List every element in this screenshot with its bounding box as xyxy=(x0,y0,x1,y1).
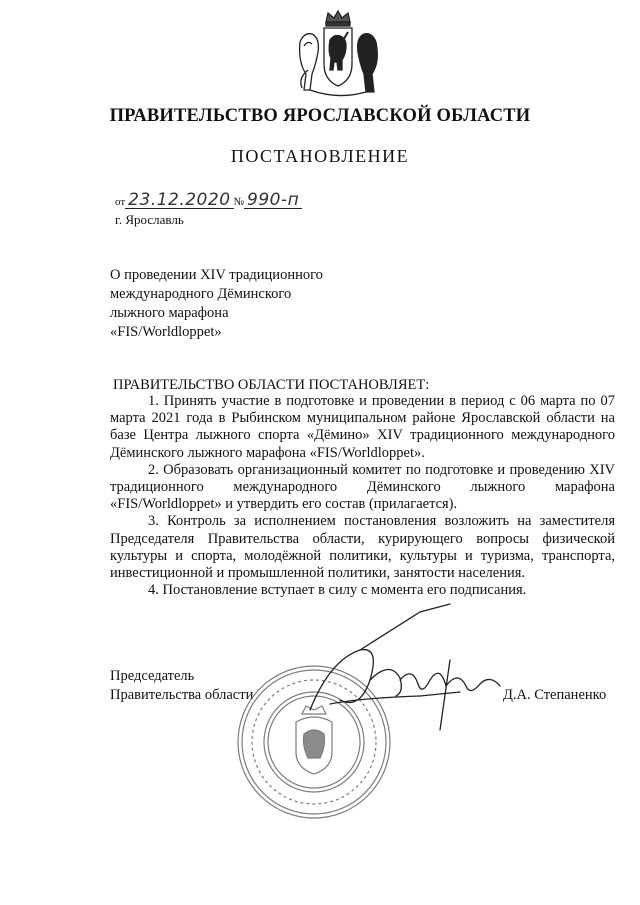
subject-line: «FIS/Worldloppet» xyxy=(110,324,222,340)
coat-of-arms-emblem xyxy=(290,8,386,100)
signer-name: Д.А. Степаненко xyxy=(503,687,607,703)
subject-line: лыжного марафона xyxy=(110,305,229,321)
city: г. Ярославль xyxy=(115,212,184,227)
decree-item: 1. Принять участие в подготовке и проведении в период с 06 марта по 07 марта 2021 года в Рыбинском муниципальном районе Ярославской области на базе Центра лыжного спорта «Дёмино» XIV традиционного международного Дёминского лыжного марафона «FIS/Worldloppet». xyxy=(110,393,615,461)
signer-title xyxy=(110,667,253,705)
document-subject xyxy=(110,266,410,342)
signer-title-line: Председатель xyxy=(110,668,195,684)
signer-title-line: Правительства области xyxy=(110,687,254,703)
document-date: 23.12.2020 xyxy=(125,192,233,209)
decree-body xyxy=(110,393,615,599)
organization-title: ПРАВИТЕЛЬСТВО ЯРОСЛАВСКОЙ ОБЛАСТИ xyxy=(109,106,531,126)
decree-item: 3. Контроль за исполнением постановления возложить на заместителя Председателя Правительства области, курирующего вопросы физической культуры и спорта, молодёжной политики, культуры и туризма, транспорта, инвестиционной и промышленной политики, занятости населения. xyxy=(110,513,615,582)
decree-item: 2. Образовать организационный комитет по подготовке и проведению XIV традиционного международного Дёминского лыжного марафона «FIS/Worldloppet» и утвердить его состав (прилагается). xyxy=(110,461,615,513)
subject-line: международного Дёминского xyxy=(110,286,292,302)
document-type: ПОСТАНОВЛЕНИЕ xyxy=(230,146,410,166)
decree-intro: ПРАВИТЕЛЬСТВО ОБЛАСТИ ПОСТАНОВЛЯЕТ: xyxy=(113,377,430,393)
document-number: 990-п xyxy=(244,192,302,209)
date-prefix: от xyxy=(115,196,126,208)
handwritten-signature xyxy=(300,600,510,740)
number-prefix: № xyxy=(233,196,245,208)
date-number-line xyxy=(115,192,302,209)
decree-item: 4. Постановление вступает в силу с момента его подписания. xyxy=(148,582,527,599)
subject-line: О проведении XIV традиционного xyxy=(110,267,323,283)
